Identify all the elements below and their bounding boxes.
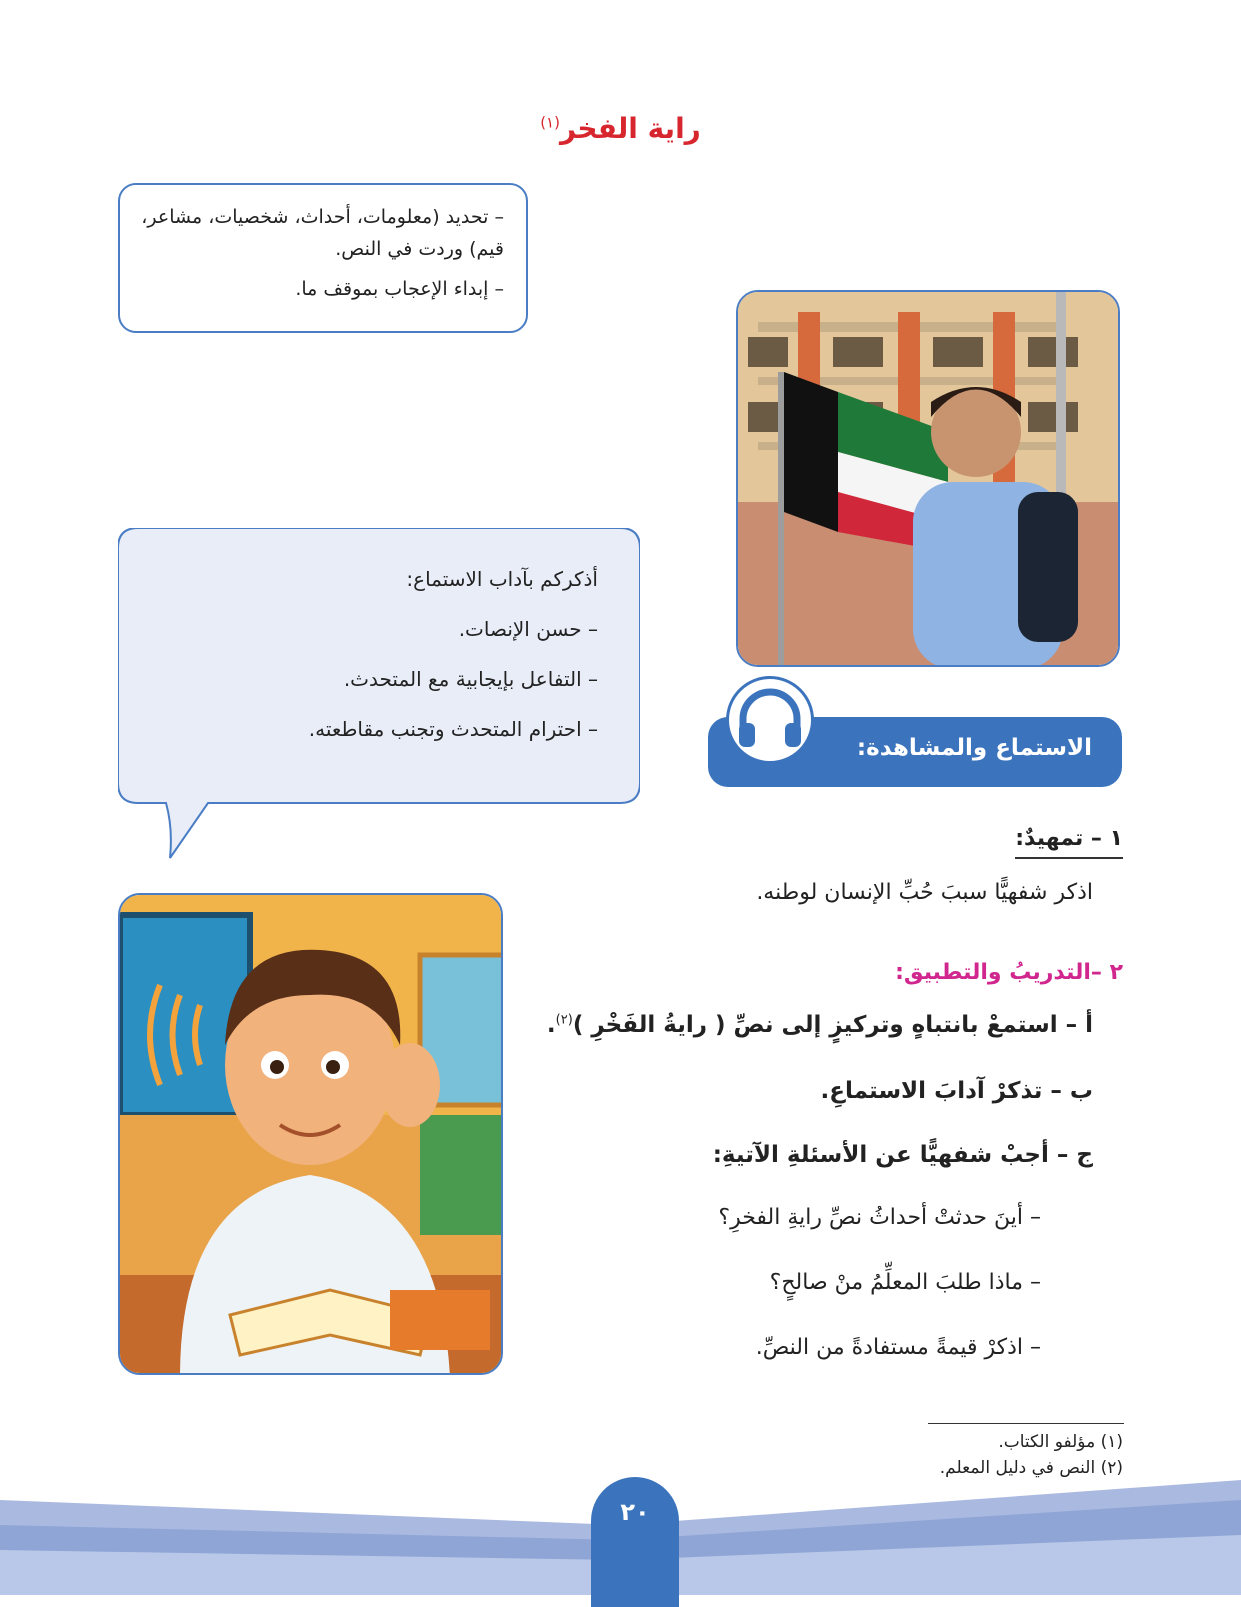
- activity-c: ج – أجبْ شفهيًّا عن الأسئلةِ الآتيةِ:: [712, 1142, 1093, 1168]
- boy-with-flag-photo: [736, 290, 1120, 667]
- bubble-item: – حسن الإنصات.: [458, 617, 598, 641]
- boy-with-flag-illustration: [738, 292, 1120, 667]
- training-heading: ٢ –التدريبُ والتطبيق:: [895, 960, 1123, 985]
- footnote-1: (١) مؤلفو الكتاب.: [998, 1432, 1123, 1452]
- title-text: راية الفخر: [559, 112, 701, 145]
- boy-listening-drawing: [120, 895, 503, 1375]
- listening-etiquette-bubble: [118, 528, 640, 863]
- objective-item: – تحديد (معلومات، أحداث، شخصيات، مشاعر، قيم) وردت في النص.: [141, 206, 504, 260]
- boy-listening-illustration: [118, 893, 503, 1375]
- intro-text: اذكر شفهيًّا سببَ حُبِّ الإنسان لوطنه.: [756, 880, 1093, 905]
- banner-label: الاستماع والمشاهدة:: [856, 735, 1092, 761]
- page-number: ٢٠: [591, 1477, 679, 1607]
- footnote-2: (٢) النص في دليل المعلم.: [939, 1458, 1123, 1478]
- bubble-heading: أذكركم بآداب الاستماع:: [406, 567, 598, 591]
- activity-b: ب – تذكرْ آدابَ الاستماعِ.: [820, 1078, 1093, 1104]
- question-item: – أينَ حدثتْ أحداثُ نصِّ رايةِ الفخرِ؟: [718, 1205, 1041, 1230]
- headphones-icon: [726, 676, 814, 764]
- objective-item: – إبداء الإعجاب بموقف ما.: [295, 278, 504, 300]
- activity-a: أ – استمعْ بانتباهٍ وتركيزٍ إلى نصِّ ( رايةُ الفَخْرِ )$^{(٢)}$.: [546, 1012, 1093, 1038]
- footnote-divider: [928, 1423, 1124, 1424]
- footnote-ref-2: (٢): [555, 1012, 573, 1028]
- bubble-item: – التفاعل بإيجابية مع المتحدث.: [343, 667, 598, 691]
- question-item: – ماذا طلبَ المعلِّمُ منْ صالحٍ؟: [769, 1270, 1041, 1295]
- page-title: [0, 112, 1241, 145]
- intro-heading: ١ – تمهيدٌ:: [1015, 826, 1123, 859]
- objectives-box: [118, 183, 528, 333]
- question-item: – اذكرْ قيمةً مستفادةً من النصِّ.: [755, 1335, 1041, 1360]
- bubble-item: – احترام المتحدث وتجنب مقاطعته.: [308, 717, 598, 741]
- title-footnote-ref: (١): [540, 113, 560, 132]
- activity-a-text: أ – استمعْ بانتباهٍ وتركيزٍ إلى نصِّ ( رايةُ الفَخْرِ ): [572, 1012, 1093, 1038]
